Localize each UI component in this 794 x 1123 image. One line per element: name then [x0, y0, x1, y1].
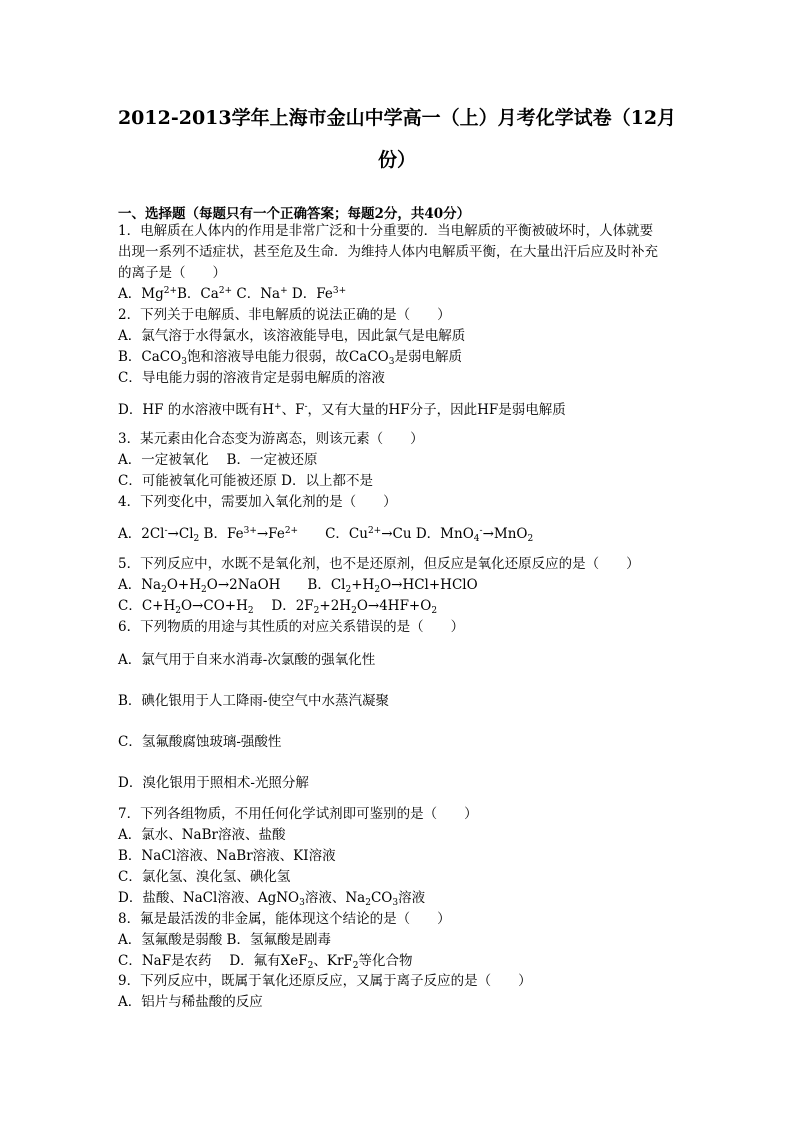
- exam-title-line-2: 份）: [377, 149, 416, 171]
- question-option: A．氯气溶于水得氯水，该溶液能导电，因此氯气是电解质: [118, 328, 466, 344]
- question-line: 出现一系列不适症状，甚至危及生命．为维持人体内电解质平衡，在大量出汗后应及时补充: [118, 244, 658, 260]
- question-line: 7．下列各组物质，不用任何化学试剂即可鉴别的是（ ）: [118, 806, 478, 822]
- question-option: B．碘化银用于人工降雨-使空气中水蒸汽凝聚: [118, 693, 389, 709]
- question-options: A．$Na_2O+H_2O\to 2NaOH$ B．$Cl_2+H_2O\to HCl+HClO$: [118, 577, 478, 595]
- question-options: C．$C+H_2O\to CO+H_2$ D．$2F_2+2H_2O\to 4HF+O_2$: [118, 598, 438, 616]
- question-line: 3．某元素由化合态变为游离态，则该元素（ ）: [118, 431, 424, 447]
- question-options: A．氢氟酸是弱酸 B．氢氟酸是剧毒: [118, 932, 331, 948]
- question-line: 1．电解质在人体内的作用是非常广泛和十分重要的．当电解质的平衡被破坏时，人体就要: [118, 223, 654, 239]
- question-option: D．盐酸、NaCl溶液、AgNO$_3$溶液、$Na_2CO_3$溶液: [118, 890, 426, 908]
- question-options: A．一定被氧化 B．一定被还原: [118, 452, 318, 468]
- question-line: 9．下列反应中，既属于氧化还原反应，又属于离子反应的是（ ）: [118, 973, 532, 989]
- question-line: 6．下列物质的用途与其性质的对应关系错误的是（ ）: [118, 619, 465, 635]
- question-option: C．氯化氢、溴化氢、碘化氢: [118, 869, 291, 885]
- section-heading: 一、选择题（每题只有一个正确答案；每题2分，共40分）: [118, 206, 471, 222]
- question-line: 8．氟是最活泼的非金属，能体现这个结论的是（ ）: [118, 911, 451, 927]
- question-line: 5．下列反应中，水既不是氧化剂，也不是还原剂，但反应是氧化还原反应的是（ ）: [118, 556, 640, 572]
- question-line: 2．下列关于电解质、非电解质的说法正确的是（ ）: [118, 307, 451, 323]
- question-option: A．氯气用于自来水消毒-次氯酸的强氧化性: [118, 652, 376, 668]
- question-option: C．氢氟酸腐蚀玻璃-强酸性: [118, 734, 282, 750]
- question-options: C．NaF是农药 D．氟有XeF$_2$、KrF$_2$等化合物: [118, 953, 413, 971]
- question-option: D．溴化银用于照相术-光照分解: [118, 775, 309, 791]
- question-option: A．铝片与稀盐酸的反应: [118, 994, 263, 1010]
- question-options: A．$2Cl^-\to Cl_2$ B．$Fe^{3+}\to Fe^{2+}$ C．$Cu^{2+}\to Cu$ D．MnO$_4$-→MnO$_2$: [118, 526, 534, 544]
- exam-title-line-1: 2012-2013学年上海市金山中学高一（上）月考化学试卷（12月: [117, 107, 677, 129]
- question-option: B．CaCO$_3$饱和溶液导电能力很弱，故CaCO$_3$是弱电解质: [118, 349, 462, 367]
- question-option: A．氯水、NaBr溶液、盐酸: [118, 827, 286, 843]
- question-options: A．$Mg^{2+}B$．$Ca^{2+}$ C．Na+ D．$Fe^{3+}$: [118, 286, 347, 302]
- question-option: B．NaCl溶液、NaBr溶液、KI溶液: [118, 848, 336, 864]
- question-line: 的离子是（ ）: [118, 265, 226, 281]
- question-options: C．可能被氧化可能被还原 D．以上都不是: [118, 473, 373, 489]
- question-option: C．导电能力弱的溶液肯定是弱电解质的溶液: [118, 370, 385, 386]
- question-option: D．HF 的水溶液中既有H+、F-，又有大量的HF分子，因此HF是弱电解质: [118, 402, 566, 418]
- question-line: 4．下列变化中，需要加入氧化剂的是（ ）: [118, 494, 397, 510]
